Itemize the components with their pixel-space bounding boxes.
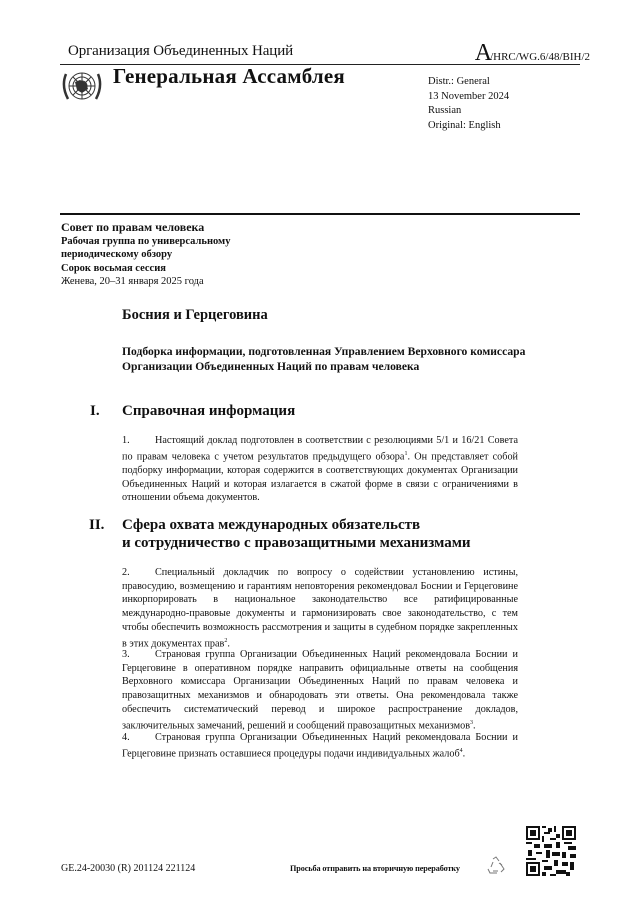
assembly-title: Генеральная Ассамблея bbox=[113, 64, 345, 88]
footnote-ref[interactable]: 3 bbox=[470, 719, 474, 726]
section-number: II. bbox=[89, 517, 105, 533]
paragraph-text: Страновая группа Организации Объединенных Наций рекомендовала Боснии и Герцеговине признать оставшиеся процедуры подачи индивидуальных жалоб bbox=[122, 732, 518, 760]
section-title-line1: Сфера охвата международных обязательств bbox=[122, 517, 421, 533]
country-title: Босния и Герцеговина bbox=[122, 307, 268, 323]
document-symbol bbox=[475, 40, 590, 67]
paragraph-number: 3. bbox=[122, 649, 130, 660]
document-subtitle: Подборка информации, подготовленная Управлением Верховного комиссара Организации Объединенных Наций по правам человека bbox=[122, 345, 526, 373]
section-heading-2 bbox=[89, 516, 471, 552]
organization-name: Организация Объединенных Наций bbox=[68, 43, 294, 59]
language-line: Russian bbox=[428, 105, 462, 116]
paragraph-tail: . Он представляет собой подборку информации, которая содержится в соответствующих документах Организации Объединенных Наций и которая излагается в сжатой форме в связи с ограничениями в отношении объема документов. bbox=[122, 451, 519, 504]
recycle-notice: Просьба отправить на вторичную переработку bbox=[290, 864, 460, 873]
footnote-ref[interactable]: 4 bbox=[459, 747, 463, 754]
council-block bbox=[61, 221, 230, 289]
paragraph-text: Специальный докладчик по вопросу о содействии установлению истины, правосудию, возмещению и гарантиям неповторения рекомендовал Боснии и Герцеговине инкорпорировать в национальное законодательство все ратифицированные международно-правовые документы и гармонизировать свое законодательство, с тем чтобы обеспечить возможность рассмотрения и защиты в судебном порядке закрепленных в этих документах прав bbox=[122, 567, 518, 649]
paragraph-3 bbox=[122, 648, 518, 733]
distr-line: Distr.: General bbox=[428, 76, 490, 87]
symbol-rest: /HRC/WG.6/48/BIH/2 bbox=[490, 51, 590, 63]
section-title-line2: и сотрудничество с правозащитными механизмами bbox=[122, 535, 471, 551]
date-line: 13 November 2024 bbox=[428, 90, 510, 102]
footnote-ref[interactable]: 1 bbox=[404, 450, 408, 457]
section-number: I. bbox=[90, 403, 100, 419]
council-name: Совет по правам человека bbox=[61, 220, 205, 234]
session-place-date: Женева, 20–31 января 2025 года bbox=[61, 276, 204, 287]
working-group-line2: периодическому обзору bbox=[61, 249, 173, 260]
recycle-icon bbox=[485, 855, 507, 877]
paragraph-tail: . bbox=[462, 748, 466, 760]
section-heading-1 bbox=[90, 403, 295, 420]
paragraph-1 bbox=[122, 434, 518, 505]
job-code: GE.24-20030 (R) 201124 221124 bbox=[61, 863, 196, 874]
paragraph-number: 2. bbox=[122, 567, 130, 578]
distribution-info bbox=[428, 75, 509, 133]
paragraph-text: Страновая группа Организации Объединенных Наций рекомендовала Боснии и Герцеговине в оперативном порядке направить официальные ответы на сообщения Верховного комиссара Организации Объединенных Наций по правам человека и правозащитных механизмов и обнародовать эти ответы. Она рекомендовала также обеспечить систематический перевод и широкое распространение докладов, заключительных замечаний, решений и сообщений правозащитных механизмов bbox=[122, 649, 518, 731]
paragraph-4 bbox=[122, 731, 518, 761]
qr-code-icon[interactable] bbox=[526, 826, 576, 876]
paragraph-tail: . bbox=[473, 719, 476, 731]
session-name: Сорок восьмая сессия bbox=[61, 262, 166, 274]
paragraph-text: Настоящий доклад подготовлен в соответствии с резолюциями 5/1 и 16/21 Совета по правам человека с учетом результатов предыдущего обзора bbox=[122, 435, 518, 463]
paragraph-number: 4. bbox=[122, 732, 130, 743]
un-emblem-icon bbox=[60, 66, 104, 106]
paragraph-2 bbox=[122, 566, 518, 651]
section-title: Справочная информация bbox=[122, 403, 296, 419]
symbol-prefix: A bbox=[474, 40, 491, 66]
paragraph-number: 1. bbox=[122, 435, 130, 446]
section-rule bbox=[60, 213, 580, 215]
original-line: Original: English bbox=[428, 119, 501, 131]
footnote-ref[interactable]: 2 bbox=[224, 637, 228, 644]
paragraph-tail: . bbox=[227, 637, 230, 649]
working-group-line1: Рабочая группа по универсальному bbox=[61, 235, 231, 247]
